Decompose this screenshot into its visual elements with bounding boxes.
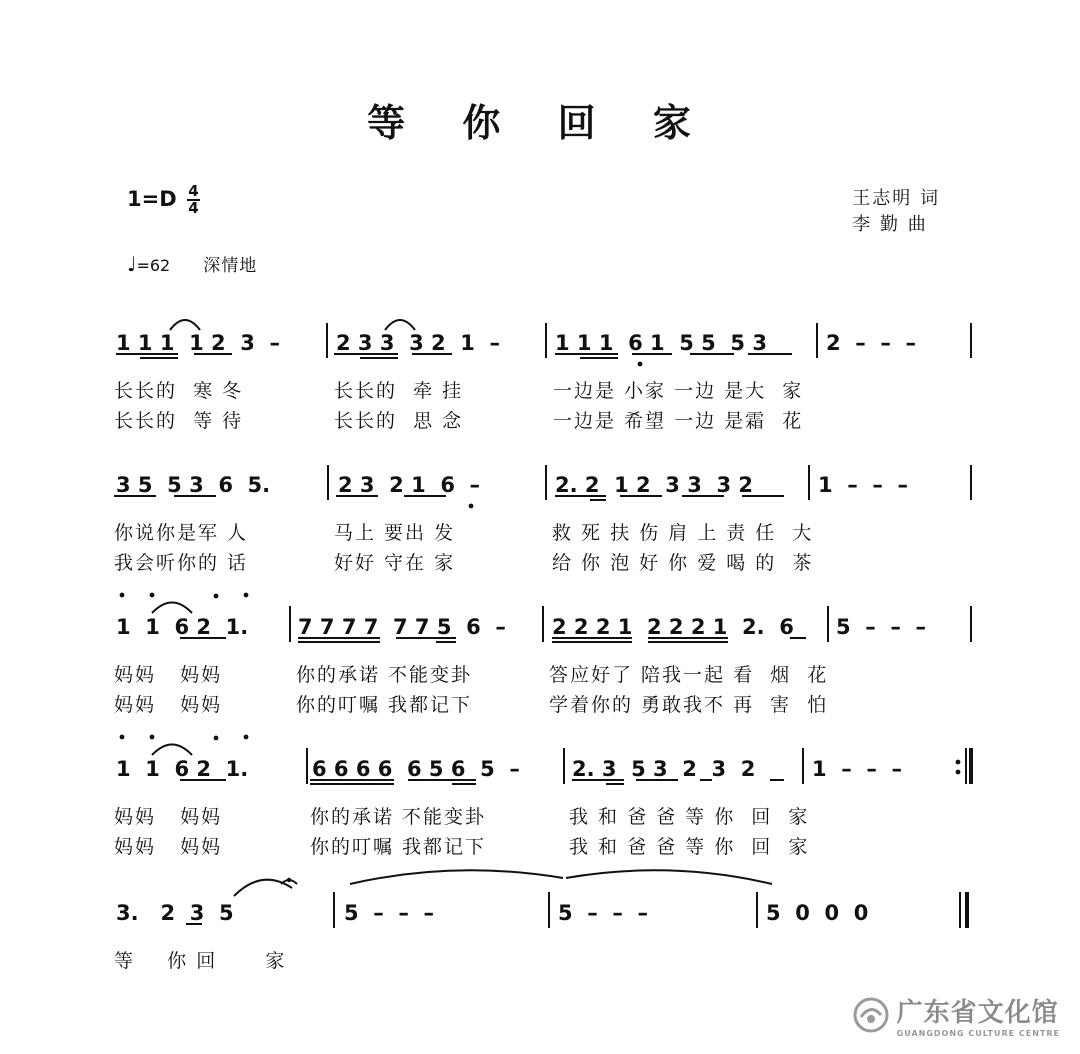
measure: 5 – – – xyxy=(558,901,648,925)
lyric-line: 我 和 爸 爸 等 你 回 家 xyxy=(569,806,810,828)
lyric-line: 妈妈 妈妈 xyxy=(114,836,223,858)
lyric-line: 学着你的 勇敢我不 再 害 怕 xyxy=(549,694,829,716)
measure: 1 1 1 6 1 5 5 5 3 xyxy=(555,331,767,355)
measure: 1 1 6 2 1. xyxy=(116,615,249,639)
lyric-line: 你说你是军 人 xyxy=(114,522,249,544)
tie xyxy=(566,870,772,884)
lyric-line: 给 你 泡 好 你 爱 喝 的 茶 xyxy=(552,552,814,574)
quarter-note-icon: ♩ xyxy=(127,252,137,276)
measure: 3. 2 3 5 xyxy=(116,901,234,925)
measure: 1 1 6 2 1. xyxy=(116,757,249,781)
slur xyxy=(385,320,415,330)
slur xyxy=(152,745,192,756)
lyric-line: 好好 守在 家 xyxy=(334,552,456,574)
lyric-line: 你的叮嘱 我都记下 xyxy=(310,836,487,858)
key-label: 1=D xyxy=(127,187,177,211)
lyric-line: 妈妈 妈妈 xyxy=(114,664,223,686)
measure: 5 – – – xyxy=(344,901,434,925)
lyric-line: 马上 要出 发 xyxy=(334,522,456,544)
watermark-subtitle: GUANGDONG CULTURE CENTRE xyxy=(896,1029,1060,1038)
measure: 2 3 2 1 6 – xyxy=(338,473,481,497)
measure: 2. 3 5 3 2 3 2 xyxy=(572,757,756,781)
tie xyxy=(350,870,563,884)
lyric-line: 你的承诺 不能变卦 xyxy=(310,806,487,828)
lyric-line: 长长的 思 念 xyxy=(334,410,464,432)
tempo-value: =62 xyxy=(136,256,171,275)
culture-centre-logo-icon xyxy=(851,995,891,1035)
lyric-line: 妈妈 妈妈 xyxy=(114,806,223,828)
slur xyxy=(152,603,192,614)
measure: 3 5 5 3 6 5. xyxy=(116,473,271,497)
lyric-line: 妈妈 妈妈 xyxy=(114,694,223,716)
measure: 5 – – – xyxy=(836,615,926,639)
measure: 2 – – – xyxy=(826,331,916,355)
measure: 2 2 2 1 2 2 2 1 2. 6 xyxy=(552,615,794,639)
lyric-line: 长长的 牵 挂 xyxy=(334,380,464,402)
measure: 1 1 1 1 2 3 – xyxy=(116,331,280,355)
watermark-name: 广东省文化馆 xyxy=(896,998,1059,1028)
time-signature-denominator: 4 xyxy=(188,199,199,217)
lyric-line: 你的承诺 不能变卦 xyxy=(296,664,473,686)
measure: 1 – – – xyxy=(818,473,908,497)
lyric-line: 你的叮嘱 我都记下 xyxy=(296,694,473,716)
time-signature-numerator: 4 xyxy=(188,182,199,200)
composer-credit: 李 勤 曲 xyxy=(852,214,928,235)
lyric-line: 一边是 小家 一边 是大 家 xyxy=(553,380,804,402)
measure: 5 0 0 0 xyxy=(766,901,869,925)
measure: 2 3 3 3 2 1 – xyxy=(336,331,500,355)
song-title: 等 你 回 家 xyxy=(367,101,713,145)
watermark-logo xyxy=(851,992,1060,1038)
slur xyxy=(170,320,200,330)
lyricist-credit: 王志明 词 xyxy=(852,188,940,209)
measure: 2. 2 1 2 3 3 3 2 xyxy=(555,473,753,497)
lyric-line: 长长的 等 待 xyxy=(114,410,244,432)
lyric-line: 长长的 寒 冬 xyxy=(114,380,244,402)
expression-marking: 深情地 xyxy=(203,256,258,276)
lyric-line: 答应好了 陪我一起 看 烟 花 xyxy=(549,664,829,686)
lyric-line: 我 和 爸 爸 等 你 回 家 xyxy=(569,836,810,858)
measure: 1 – – – xyxy=(812,757,902,781)
lyric-line: 救 死 扶 伤 肩 上 责 任 大 xyxy=(552,522,814,544)
lyric-line: 一边是 希望 一边 是霜 花 xyxy=(553,410,804,432)
lyric-line: 等 你 回 家 xyxy=(114,950,287,972)
lyric-line: 我会听你的 话 xyxy=(114,552,249,574)
measure: 7 7 7 7 7 7 5 6 – xyxy=(298,615,506,639)
measure: 6 6 6 6 6 5 6 5 – xyxy=(312,757,520,781)
